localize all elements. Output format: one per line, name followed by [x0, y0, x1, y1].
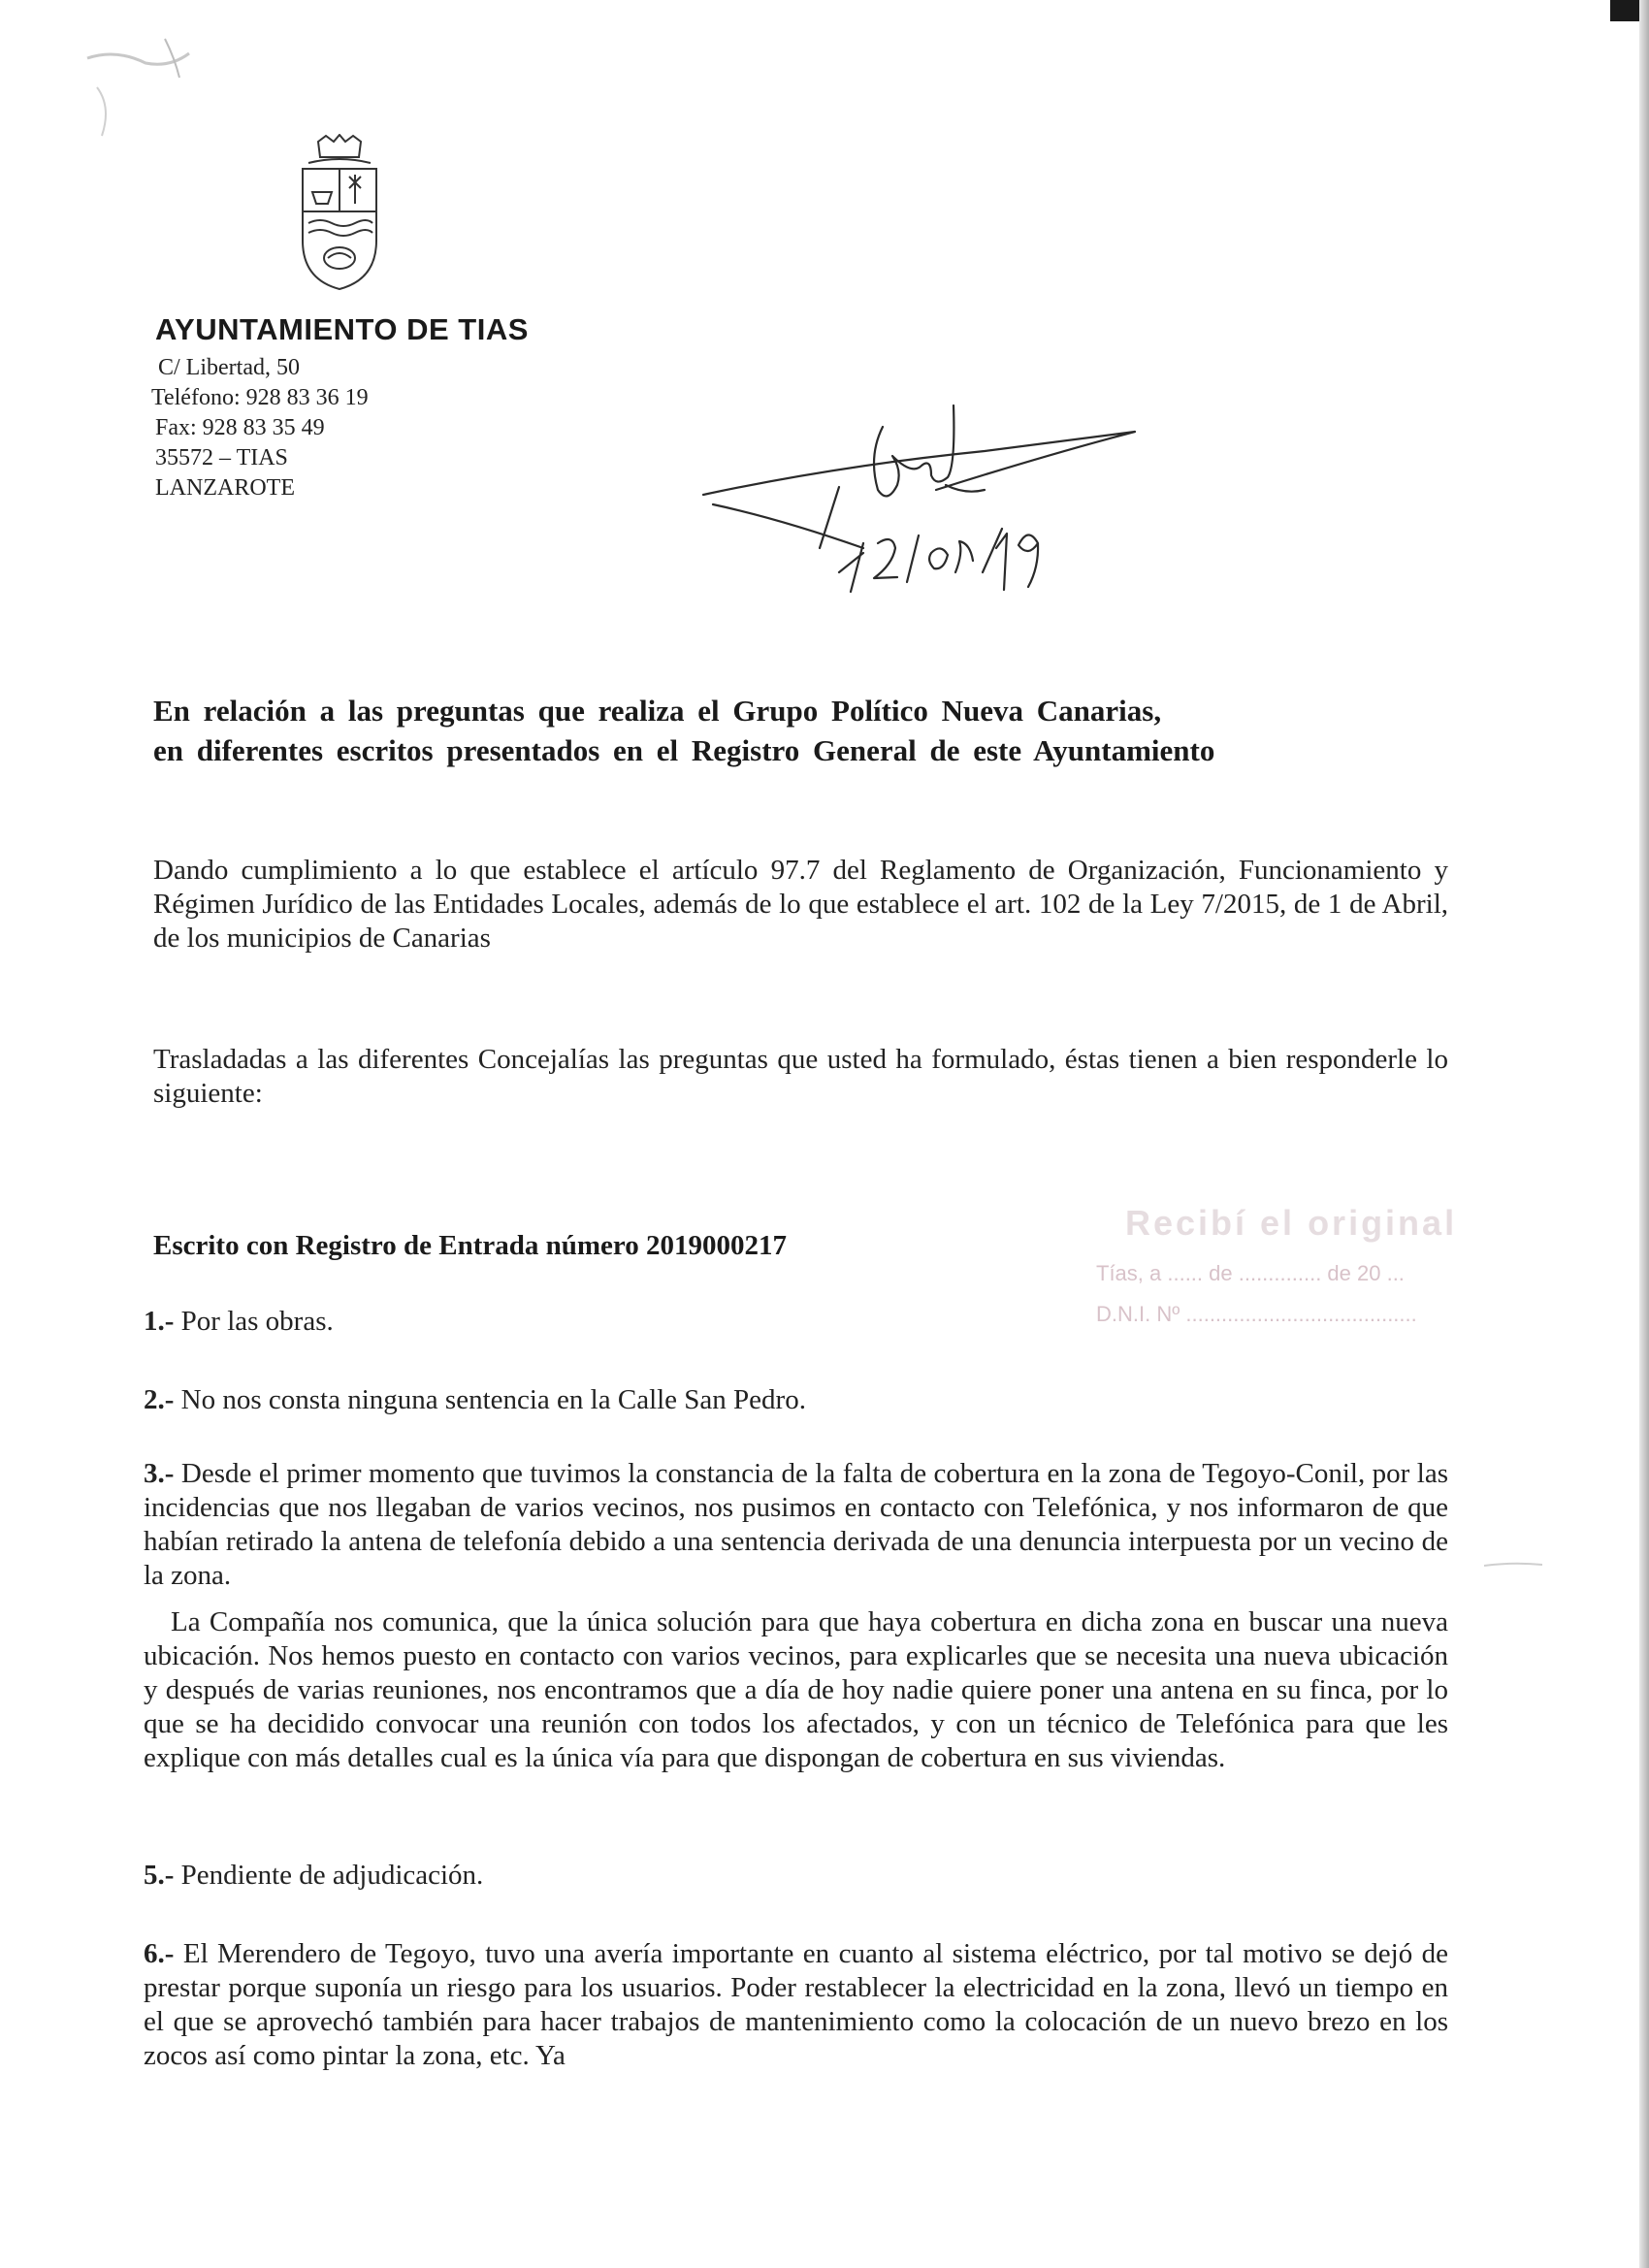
answer-text: No nos consta ninguna sentencia en la Calle San Pedro. [174, 1384, 806, 1415]
document-heading [153, 691, 1453, 770]
stamp-dni-line: D.N.I. Nº ....................................... [1096, 1302, 1417, 1326]
registry-entry-title: Escrito con Registro de Entrada número 2019000217 [153, 1230, 788, 1261]
answer-item-1 [144, 1305, 1448, 1339]
answer-text: Pendiente de adjudicación. [174, 1860, 484, 1891]
answer-number: 6.- [144, 1938, 175, 1969]
intro-paragraph-2: Trasladadas a las diferentes Concejalías las preguntas que usted ha formulado, éstas tienen a bien responderle lo siguiente: [153, 1044, 1448, 1109]
handwritten-signature [694, 398, 1149, 611]
address-island: LANZAROTE [155, 475, 295, 501]
answer-text: El Merendero de Tegoyo, tuvo una avería importante en cuanto al sistema eléctrico, por tal motivo se dejó de prestar porque suponía un riesgo para los usuarios. Poder restablecer la electricidad en la zona, llevó un tiempo en el que se aprovechó también para hacer trabajos de mantenimiento como la colocación de un nuevo brezo en los zocos así como pintar la zona, etc. Ya [144, 1938, 1448, 2071]
answer-item-2 [144, 1383, 1448, 1417]
address-phone: Teléfono: 928 83 36 19 [151, 385, 369, 410]
scan-smudge [78, 29, 213, 155]
organization-name: AYUNTAMIENTO DE TIAS [155, 312, 529, 346]
coat-of-arms-icon [291, 134, 388, 299]
answer-number: 1.- [144, 1306, 175, 1337]
address-fax: Fax: 928 83 35 49 [155, 415, 325, 440]
stamp-title: Recibí el original [1125, 1203, 1458, 1243]
scan-edge [1639, 0, 1649, 2268]
address-postal: 35572 – TIAS [155, 445, 288, 470]
heading-line-1: En relación a las preguntas que realiza el Grupo Político Nueva Canarias, [153, 694, 1162, 728]
answer-number: 5.- [144, 1860, 175, 1891]
answer-item-6 [144, 1937, 1448, 2073]
answer-text: Desde el primer momento que tuvimos la constancia de la falta de cobertura en la zona de Tegoyo-Conil, por las incidencias que nos llegaban de varios vecinos, nos pusimos en contacto con Telefónica, y nos informaron de que habían retirado la antena de telefonía debido a una sentencia derivada de una denuncia interpuesta por un vecino de la zona. [144, 1458, 1448, 1591]
scan-fold-mark [1484, 1562, 1542, 1568]
answer-text: Por las obras. [174, 1306, 334, 1337]
answer-item-3 [144, 1457, 1448, 1593]
intro-paragraph-1: Dando cumplimiento a lo que establece el artículo 97.7 del Reglamento de Organización, Funcionamiento y Régimen Jurídico de las Entidades Locales, además de lo que establece el art. 102 de la Ley 7/2015, de 1 de Abril, de los municipios de Canarias [153, 855, 1448, 954]
stamp-date-line: Tías, a ...... de .............. de 20 ... [1096, 1261, 1405, 1285]
address-street: C/ Libertad, 50 [158, 355, 300, 380]
answer-number: 2.- [144, 1384, 175, 1415]
answer-item-3-continued: La Compañía nos comunica, que la única solución para que haya cobertura en dicha zona en buscar una nueva ubicación. Nos hemos puesto en contacto con varios vecinos, para explicarles que se necesita una nueva ubicación y después de varias reuniones, nos encontramos que a día de hoy nadie quiere poner una antena en su finca, por lo que se ha decidido convocar una reunión con todos los afectados, y con un técnico de Telefónica para que les explique con más detalles cual es la única vía para que dispongan de cobertura en sus viviendas. [144, 1606, 1448, 1773]
answer-item-5 [144, 1859, 1448, 1893]
heading-line-2: en diferentes escritos presentados en el Registro General de este Ayuntamiento [153, 733, 1215, 767]
answer-number: 3.- [144, 1458, 175, 1489]
